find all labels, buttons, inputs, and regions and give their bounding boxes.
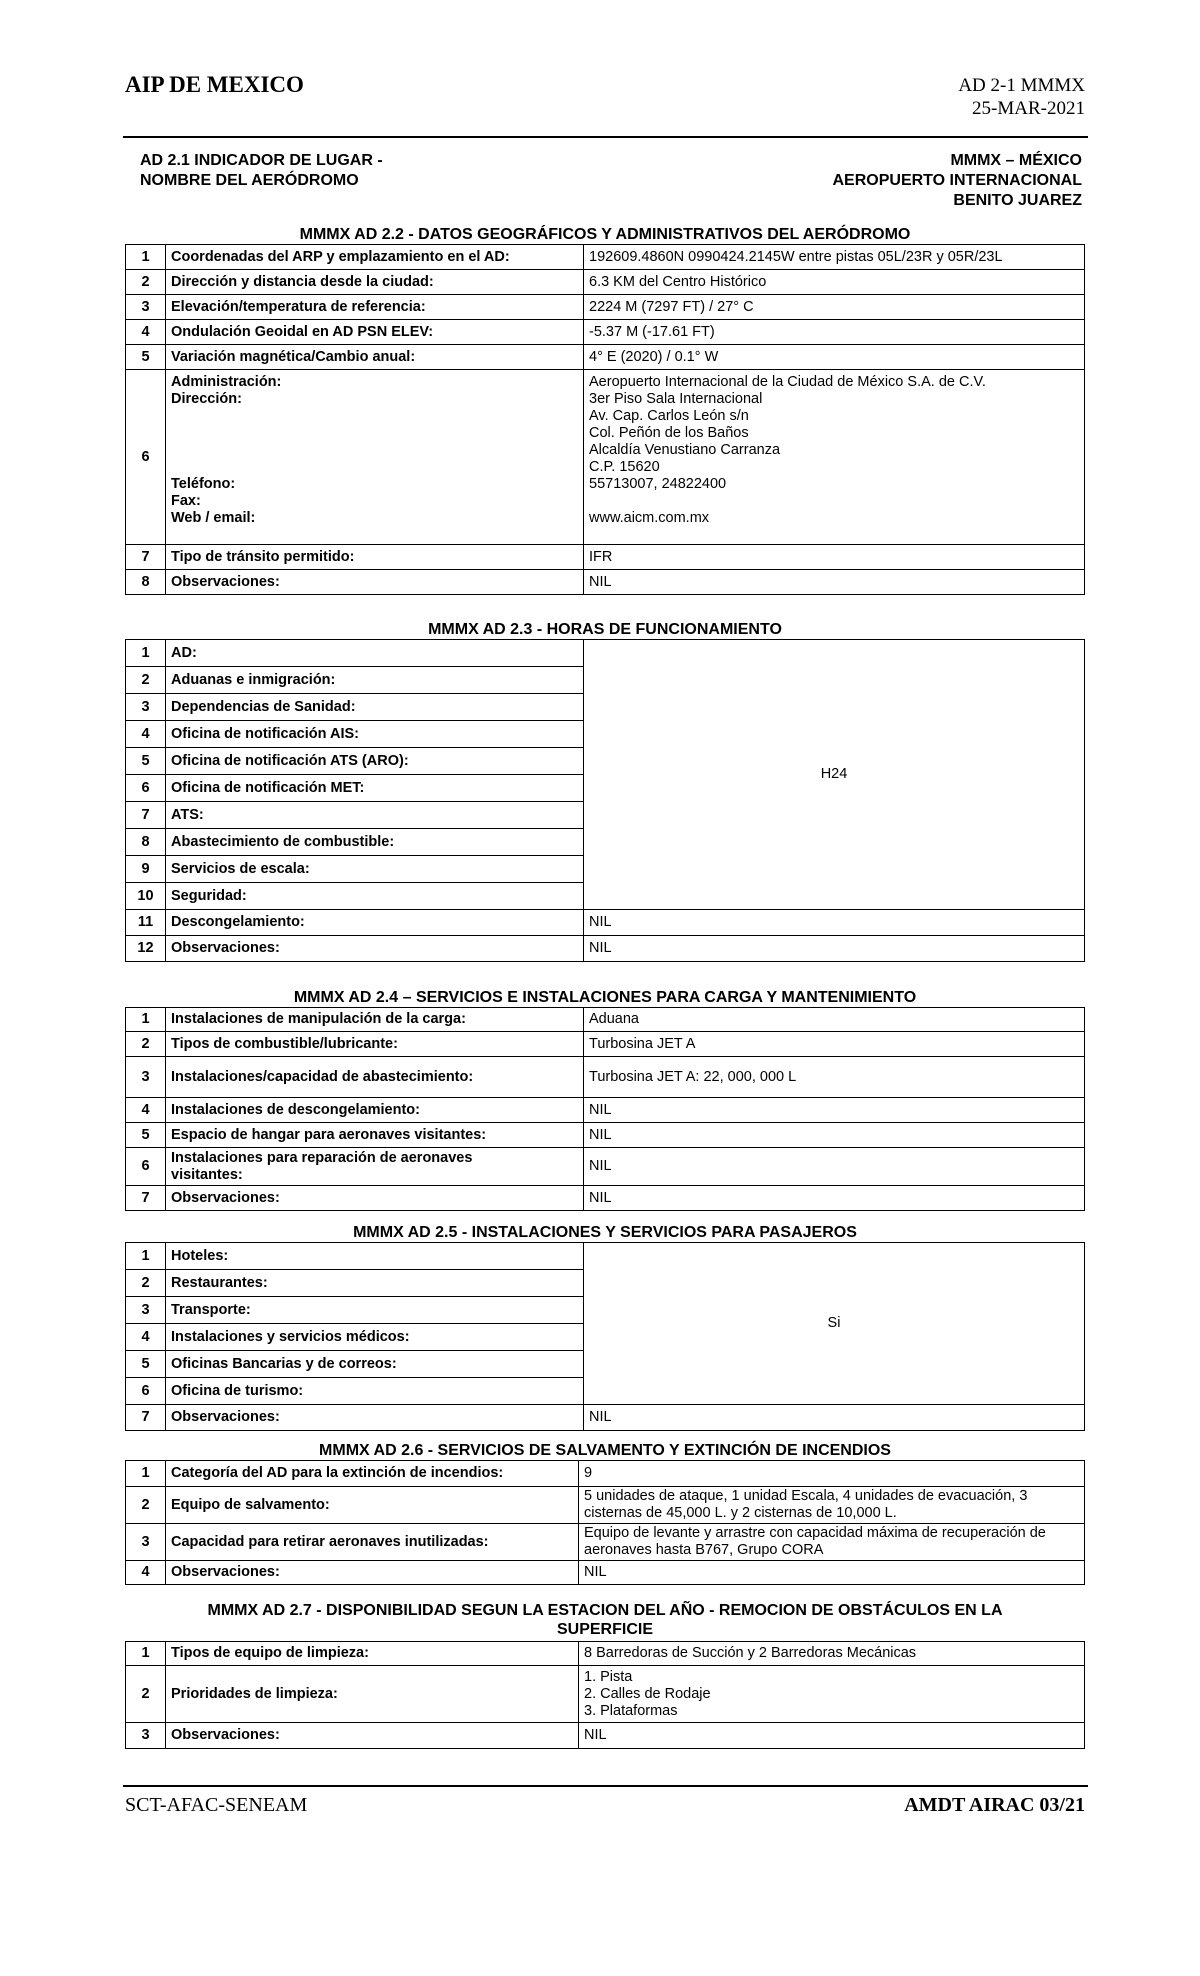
row-value: 6.3 KM del Centro Histórico [584,270,1085,295]
ad22-title: MMMX AD 2.2 - DATOS GEOGRÁFICOS Y ADMINISTRATIVOS DEL AERÓDROMO [299,226,911,243]
row-label: Hoteles: [166,1243,584,1270]
table-row [126,295,1085,320]
row-value [584,370,1085,545]
header-page-ref [958,74,1085,120]
row-label: Prioridades de limpieza: [166,1666,579,1723]
row-label: Transporte: [166,1297,584,1324]
row-number: 3 [126,694,166,721]
spacer [171,408,578,425]
table-row [126,1461,1085,1487]
row-label: Seguridad: [166,883,584,910]
row-label: Coordenadas del ARP y emplazamiento en el AD: [166,245,584,270]
table-row [126,245,1085,270]
row-number: 7 [126,802,166,829]
row-label: Abastecimiento de combustible: [166,829,584,856]
row-value: NIL [584,1405,1085,1431]
header-date: 25-MAR-2021 [972,98,1085,119]
row-value: NIL [584,1148,1085,1186]
row-number: 2 [126,1487,166,1524]
ad27-title [125,1601,1085,1639]
ad27-title-line2: SUPERFICIE [556,1621,653,1638]
phone-label: Teléfono: [171,476,236,492]
row-value: NIL [584,570,1085,595]
passenger-services-value: Si [584,1243,1085,1405]
row-value: Turbosina JET A: 22, 000, 000 L [584,1057,1085,1098]
row-label: ATS: [166,802,584,829]
row-value: IFR [584,545,1085,570]
row-label: Oficina de notificación ATS (ARO): [166,748,584,775]
ad24-title: MMMX AD 2.4 – SERVICIOS E INSTALACIONES PARA CARGA Y MANTENIMIENTO [293,989,917,1006]
row-number: 7 [126,1186,166,1211]
row-number: 3 [126,1057,166,1098]
row-value: NIL [584,936,1085,962]
row-value: Equipo de levante y arrastre con capacidad máxima de recuperación de aeronaves hasta B767, Grupo CORA [579,1524,1085,1561]
row-number: 3 [126,1723,166,1749]
row-label: Restaurantes: [166,1270,584,1297]
table-row [126,1561,1085,1585]
row-label: Dependencias de Sanidad: [166,694,584,721]
ad27-title-line1: MMMX AD 2.7 - DISPONIBILIDAD SEGUN LA ESTACION DEL AÑO - REMOCION DE OBSTÁCULOS EN LA [207,1602,1003,1619]
table-row [126,1723,1085,1749]
table-row [126,936,1085,962]
page-footer [125,1794,1085,1824]
page-header [125,70,1085,140]
hours-value: H24 [584,640,1085,910]
row-value: NIL [584,1123,1085,1148]
header-title: AIP DE MEXICO [125,72,304,97]
web-label: Web / email: [171,510,256,526]
row-number: 9 [126,856,166,883]
row-value: -5.37 M (-17.61 FT) [584,320,1085,345]
row-number: 8 [126,829,166,856]
footer-agency: SCT-AFAC-SENEAM [125,1794,308,1816]
row-label: Equipo de salvamento: [166,1487,579,1524]
spacer [171,442,578,459]
row-label: Instalaciones/capacidad de abastecimiento: [166,1057,584,1098]
address-label: Dirección: [171,391,242,407]
ad21-label-line2: NOMBRE DEL AERÓDROMO [140,172,359,189]
ad27-table [125,1641,1085,1749]
row-label: Observaciones: [166,570,584,595]
row-value: 9 [579,1461,1085,1487]
row-number: 2 [126,1270,166,1297]
row-value: NIL [584,1098,1085,1123]
row-number: 6 [126,775,166,802]
table-row [126,640,1085,667]
row-number: 12 [126,936,166,962]
table-row-administration [126,370,1085,545]
header-page-number: AD 2-1 MMMX [958,75,1085,96]
row-number: 5 [126,1351,166,1378]
spacer [171,459,578,476]
row-number: 1 [126,1642,166,1666]
table-row [126,910,1085,936]
ad25-title: MMMX AD 2.5 - INSTALACIONES Y SERVICIOS PARA PASAJEROS [353,1224,857,1241]
row-number: 10 [126,883,166,910]
address-line: 3er Piso Sala Internacional [589,391,763,407]
table-row [126,1642,1085,1666]
row-label: Capacidad para retirar aeronaves inutilizadas: [166,1524,579,1561]
row-label: Oficinas Bancarias y de correos: [166,1351,584,1378]
address-line: Col. Peñón de los Baños [589,425,749,441]
row-number: 4 [126,1324,166,1351]
fax-label: Fax: [171,493,201,509]
row-label: Instalaciones de descongelamiento: [166,1098,584,1123]
row-number: 1 [126,640,166,667]
ad24-table [125,1007,1085,1211]
row-number: 4 [126,1098,166,1123]
ad21-name-line3: BENITO JUAREZ [953,192,1082,209]
row-label: Instalaciones de manipulación de la carga: [166,1008,584,1032]
row-number: 5 [126,1123,166,1148]
admin-label: Administración: [171,374,282,390]
footer-divider [123,1785,1088,1787]
header-divider [123,136,1088,138]
row-label: Observaciones: [166,936,584,962]
ad21-name-line2: AEROPUERTO INTERNACIONAL [832,172,1082,189]
row-number: 2 [126,1032,166,1057]
table-row [126,570,1085,595]
address-line: Av. Cap. Carlos León s/n [589,408,749,424]
row-label: Espacio de hangar para aeronaves visitantes: [166,1123,584,1148]
table-row [126,545,1085,570]
ad23-title: MMMX AD 2.3 - HORAS DE FUNCIONAMIENTO [428,621,782,638]
row-label: Tipos de combustible/lubricante: [166,1032,584,1057]
table-row [126,1098,1085,1123]
ad26-table [125,1460,1085,1585]
ad25-table [125,1242,1085,1431]
row-label: Dirección y distancia desde la ciudad: [166,270,584,295]
row-label: Ondulación Geoidal en AD PSN ELEV: [166,320,584,345]
row-number: 8 [126,570,166,595]
table-row [126,1405,1085,1431]
row-number: 1 [126,245,166,270]
ad22-table [125,244,1085,595]
footer-amendment: AMDT AIRAC 03/21 [904,1794,1085,1816]
row-number: 1 [126,1461,166,1487]
row-number: 2 [126,667,166,694]
row-value: 5 unidades de ataque, 1 unidad Escala, 4 unidades de evacuación, 3 cisternas de 45,000 L. y 2 cisternas de 10,000 L. [579,1487,1085,1524]
row-value: NIL [584,1186,1085,1211]
row-number: 3 [126,1297,166,1324]
address-line: Alcaldía Venustiano Carranza [589,442,781,458]
row-number: 1 [126,1243,166,1270]
priority-item: 3. Plataformas [584,1702,678,1719]
row-number: 2 [126,1666,166,1723]
ad26-title: MMMX AD 2.6 - SERVICIOS DE SALVAMENTO Y EXTINCIÓN DE INCENDIOS [319,1442,891,1459]
row-value: NIL [579,1561,1085,1585]
row-number: 7 [126,545,166,570]
row-label: Observaciones: [166,1405,584,1431]
row-label: Descongelamiento: [166,910,584,936]
table-row [126,1032,1085,1057]
row-value: NIL [579,1723,1085,1749]
row-label: Categoría del AD para la extinción de incendios: [166,1461,579,1487]
row-label: AD: [166,640,584,667]
table-row [126,1148,1085,1186]
web-value: www.aicm.com.mx [589,510,710,526]
row-label: Tipo de tránsito permitido: [166,545,584,570]
phone-value: 55713007, 24822400 [589,476,727,492]
ad21-name-line1: MMMX – MÉXICO [950,152,1082,169]
row-number: 6 [126,370,166,545]
row-value: NIL [584,910,1085,936]
row-value: 192609.4860N 0990424.2145W entre pistas 05L/23R y 05R/23L [584,245,1085,270]
table-row [126,320,1085,345]
row-label: Instalaciones y servicios médicos: [166,1324,584,1351]
table-row [126,1123,1085,1148]
row-label: Observaciones: [166,1186,584,1211]
row-value: 2224 M (7297 FT) / 27° C [584,295,1085,320]
priority-item: 2. Calles de Rodaje [584,1685,711,1702]
ad21-label [140,151,383,191]
table-row [126,1666,1085,1723]
row-label: Oficina de notificación AIS: [166,721,584,748]
row-value: 8 Barredoras de Succión y 2 Barredoras Mecánicas [579,1642,1085,1666]
table-row [126,345,1085,370]
row-number: 6 [126,1148,166,1186]
row-number: 7 [126,1405,166,1431]
row-label: Oficina de notificación MET: [166,775,584,802]
row-number: 3 [126,1524,166,1561]
row-label: Observaciones: [166,1723,579,1749]
table-row [126,270,1085,295]
row-label [166,370,584,545]
row-value: Aduana [584,1008,1085,1032]
row-number: 5 [126,748,166,775]
row-label: Oficina de turismo: [166,1378,584,1405]
row-label: Observaciones: [166,1561,579,1585]
row-number: 1 [126,1008,166,1032]
table-row [126,1057,1085,1098]
row-label: Tipos de equipo de limpieza: [166,1642,579,1666]
fax-value [589,493,1079,510]
row-number: 4 [126,721,166,748]
table-row [126,1487,1085,1524]
table-row [126,1186,1085,1211]
row-number: 11 [126,910,166,936]
spacer [171,425,578,442]
row-label: Elevación/temperatura de referencia: [166,295,584,320]
row-label: Servicios de escala: [166,856,584,883]
table-row [126,1008,1085,1032]
row-value [579,1666,1085,1723]
row-number: 3 [126,295,166,320]
table-row [126,1243,1085,1270]
row-number: 5 [126,345,166,370]
ad21-aerodrome-name [833,151,1083,211]
row-number: 4 [126,1561,166,1585]
priority-item: 1. Pista [584,1668,633,1685]
row-value: Turbosina JET A [584,1032,1085,1057]
row-number: 6 [126,1378,166,1405]
row-number: 2 [126,270,166,295]
row-label: Aduanas e inmigración: [166,667,584,694]
ad21-label-line1: AD 2.1 INDICADOR DE LUGAR - [140,152,383,169]
row-label: Variación magnética/Cambio anual: [166,345,584,370]
admin-value: Aeropuerto Internacional de la Ciudad de México S.A. de C.V. [589,374,986,390]
row-number: 4 [126,320,166,345]
address-line: C.P. 15620 [589,459,660,475]
row-value: 4° E (2020) / 0.1° W [584,345,1085,370]
row-label: Instalaciones para reparación de aeronaves visitantes: [166,1148,584,1186]
table-row [126,1524,1085,1561]
ad23-table [125,639,1085,962]
